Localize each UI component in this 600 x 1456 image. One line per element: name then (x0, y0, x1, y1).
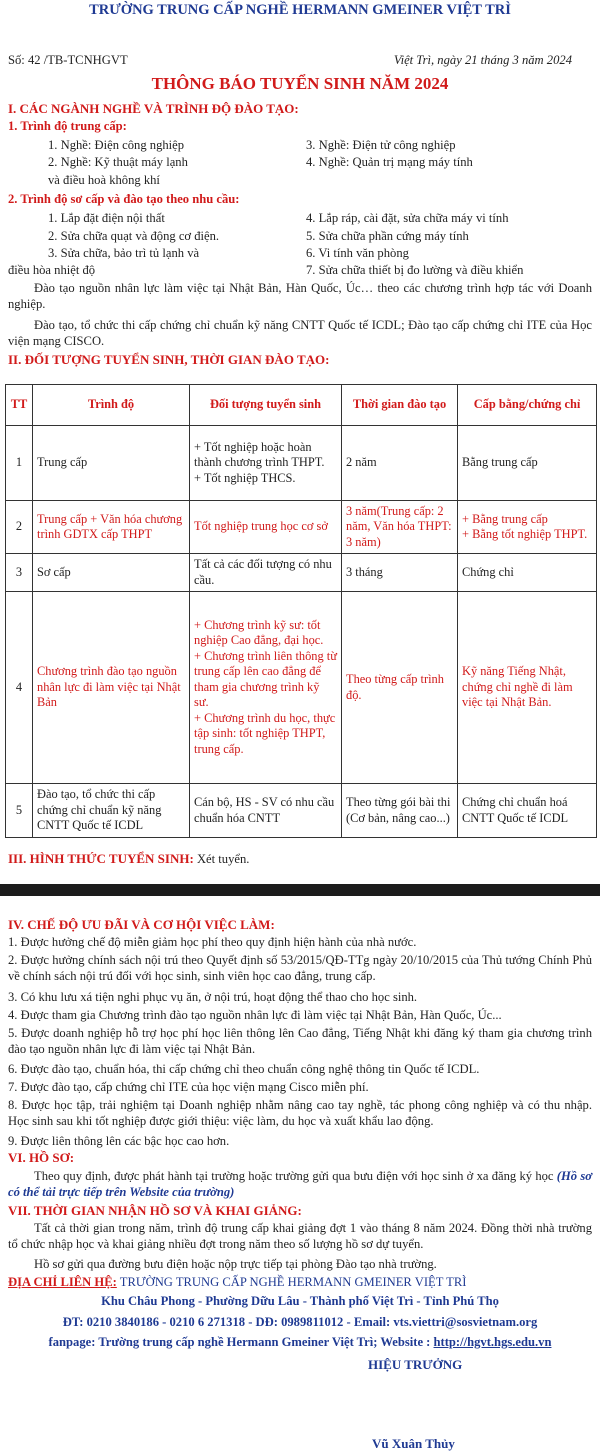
section-7-heading: VII. THỜI GIAN NHẬN HỒ SƠ VÀ KHAI GIẢNG: (8, 1203, 302, 1218)
table-cell: Kỹ năng Tiếng Nhật, chứng chỉ nghề đi làm việc tại Nhật Bản. (458, 592, 597, 784)
table-cell: Sơ cấp (33, 554, 190, 592)
benefit-item: 9. Được liên thông lên các bậc học cao hơn. (8, 1134, 230, 1148)
table-cell: Chương trình đào tạo nguồn nhân lực đi làm việc tại Nhật Bản (33, 592, 190, 784)
table-cell: Cán bộ, HS - SV có nhu cầu chuẩn hóa CNTT (190, 784, 342, 838)
benefit-item: 8. Được học tập, trải nghiệm tại Doanh nghiệp nhằm nâng cao tay nghề, tác phong công nghiệp và có thu nhập. Học sinh sau khi tốt nghiệp được giới thiệu: việc làm, du học và xuất khẩu lao động. (8, 1098, 592, 1128)
section-1-sub1-heading: 1. Trình độ trung cấp: (8, 119, 127, 133)
section-1-sub2-heading: 2. Trình độ sơ cấp và đào tạo theo nhu cầu: (8, 192, 240, 206)
section-3-heading: III. HÌNH THỨC TUYỂN SINH: (8, 851, 194, 866)
course-item: 5. Sửa chữa phần cứng máy tính (306, 229, 469, 243)
paragraph: Tất cả thời gian trong năm, trình độ trung cấp khai giảng đợt 1 vào tháng 8 năm 2024. Đồng thời nhà trường tổ chức nhập học và khai giảng nhiều đợt trong năm theo số lượng hồ sơ dự tuyển. (8, 1221, 592, 1251)
table-cell: Tốt nghiệp trung học cơ sở (190, 501, 342, 554)
table-cell: Theo từng gói bài thi (Cơ bản, nâng cao...) (342, 784, 458, 838)
dossier-note: (Hồ sơ có thể tải trực tiếp trên Website của trường) (8, 1169, 592, 1199)
contact-address: Khu Châu Phong - Phường Dữu Lâu - Thành phố Việt Trì - Tỉnh Phú Thọ (101, 1294, 499, 1308)
benefit-item: 3. Có khu lưu xá tiện nghi phục vụ ăn, ở nội trú, hoạt động thể thao cho học sinh. (8, 990, 418, 1004)
table-row (6, 784, 597, 838)
section-4-heading: IV. CHẾ ĐỘ ƯU ĐÃI VÀ CƠ HỘI VIỆC LÀM: (8, 917, 275, 932)
benefit-item: 2. Được hưởng chính sách nội trú theo Quyết định số 53/2015/QĐ-TTg ngày 20/10/2015 của Thủ tướng Chính Phủ về chính sách nội trú đối với học sinh, sinh viên học cao đẳng, trung cấp. (8, 953, 592, 983)
section-3 (8, 851, 249, 867)
table-cell: 2 (6, 501, 33, 554)
table-cell: 3 (6, 554, 33, 592)
column-header: TT (6, 385, 33, 426)
table-cell: + Tốt nghiệp hoặc hoàn thành chương trình THPT. + Tốt nghiệp THCS. (190, 426, 342, 501)
table-cell: 3 tháng (342, 554, 458, 592)
table-cell: Theo từng cấp trình độ. (342, 592, 458, 784)
table-cell: Chứng chỉ (458, 554, 597, 592)
column-header: Thời gian đào tạo (342, 385, 458, 426)
contact-school: TRƯỜNG TRUNG CẤP NGHỀ HERMANN GMEINER VIỆT TRÌ (116, 1275, 467, 1289)
table-header-row (6, 385, 597, 426)
course-item: 4. Lắp ráp, cài đặt, sửa chữa máy vi tính (306, 211, 509, 225)
contact-fanpage (0, 1334, 600, 1350)
course-item: 1. Nghề: Điện công nghiệp (48, 138, 185, 152)
paragraph: Đào tạo nguồn nhân lực làm việc tại Nhật Bản, Hàn Quốc, Úc… theo các chương trình hợp tác với Doanh nghiệp. (8, 281, 592, 311)
paragraph: Hồ sơ gửi qua đường bưu điện hoặc nộp trực tiếp tại phòng Đào tạo nhà trường. (34, 1257, 437, 1271)
table-cell: Trung cấp (33, 426, 190, 501)
section-6-heading: VI. HỒ SƠ: (8, 1150, 75, 1165)
course-item: và điều hoà không khí (48, 173, 160, 187)
column-header: Cấp bằng/chứng chỉ (458, 385, 597, 426)
document-date: Việt Trì, ngày 21 tháng 3 năm 2024 (393, 53, 572, 67)
fanpage-text: fanpage: Trường trung cấp nghề Hermann Gmeiner Việt Trì; Website : (48, 1335, 434, 1349)
website-link[interactable]: http://hgvt.hgs.edu.vn (433, 1335, 552, 1349)
course-item: điều hòa nhiệt độ (8, 263, 96, 277)
table-cell: Trung cấp + Văn hóa chương trình GDTX cấp THPT (33, 501, 190, 554)
course-item: 1. Lắp đặt điện nội thất (48, 211, 165, 225)
admission-method: Xét tuyển. (196, 852, 250, 866)
table-cell: 4 (6, 592, 33, 784)
table-cell: 2 năm (342, 426, 458, 501)
benefit-item: 1. Được hưởng chế độ miễn giảm học phí theo quy định hiện hành của nhà nước. (8, 935, 417, 949)
column-header: Trình độ (33, 385, 190, 426)
course-item: 3. Nghề: Điện tử công nghiệp (306, 138, 456, 152)
course-item: 7. Sửa chữa thiết bị đo lường và điều khiển (306, 263, 524, 277)
contact-phones: ĐT: 0210 3840186 - 0210 6 271318 - DĐ: 0989811012 - Email: vts.viettri@sosvietnam.org (62, 1315, 538, 1329)
document-number: Số: 42 /TB-TCNHGVT (8, 53, 128, 67)
signature-name: Vũ Xuân Thủy (372, 1436, 455, 1451)
table-cell: 1 (6, 426, 33, 501)
course-item: 3. Sửa chữa, bảo trì tủ lạnh và (48, 246, 200, 260)
dossier-paragraph (8, 1168, 592, 1200)
table-row (6, 592, 597, 784)
school-name: TRƯỜNG TRUNG CẤP NGHỀ HERMANN GMEINER VIỆT TRÌ (89, 2, 511, 18)
dossier-text: Theo quy định, được phát hành tại trường hoặc trường gửi qua bưu điện với học sinh ở xa đăng ký học (34, 1169, 557, 1183)
page-divider (0, 884, 600, 896)
course-item: 6. Vi tính văn phòng (306, 246, 409, 260)
table-cell: + Bằng trung cấp + Bằng tốt nghiệp THPT. (458, 501, 597, 554)
enrollment-table (5, 384, 597, 838)
contact-line (8, 1274, 466, 1290)
table-cell: 3 năm(Trung cấp: 2 năm, Văn hóa THPT: 3 năm) (342, 501, 458, 554)
column-header: Đối tượng tuyển sinh (190, 385, 342, 426)
contact-label: ĐỊA CHỈ LIÊN HỆ: (8, 1275, 117, 1289)
benefit-item: 5. Được doanh nghiệp hỗ trợ học phí học liên thông lên Cao đẳng, Tiếng Nhật khi đăng ký tham gia chương trình đào tạo nguồn nhân lực đi làm việc tại Nhật Bản. (8, 1026, 592, 1056)
benefit-item: 7. Được đào tạo, cấp chứng chỉ ITE của học viện mạng Cisco miễn phí. (8, 1080, 369, 1094)
paragraph: Đào tạo, tổ chức thi cấp chứng chỉ chuẩn kỹ năng CNTT Quốc tế ICDL; Đào tạo cấp chứng chỉ ITE của Học viện mạng CISCO. (8, 318, 592, 348)
page-title: THÔNG BÁO TUYỂN SINH NĂM 2024 (151, 74, 449, 93)
table-cell: Chứng chỉ chuẩn hoá CNTT Quốc tế ICDL (458, 784, 597, 838)
table-cell: Đào tạo, tổ chức thi cấp chứng chỉ chuẩn kỹ năng CNTT Quốc tế ICDL (33, 784, 190, 838)
table-row (6, 501, 597, 554)
course-item: 2. Nghề: Kỹ thuật máy lạnh (48, 155, 188, 169)
table-cell: 5 (6, 784, 33, 838)
table-cell: Bằng trung cấp (458, 426, 597, 501)
course-item: 4. Nghề: Quản trị mạng máy tính (306, 155, 473, 169)
section-2-heading: II. ĐỐI TƯỢNG TUYỂN SINH, THỜI GIAN ĐÀO TẠO: (8, 352, 330, 367)
table-cell: + Chương trình kỹ sư: tốt nghiệp Cao đẳng, đại học. + Chương trình liên thông từ trung cấp lên cao đẳng để tham gia chương trình kỹ sư. + Chương trình du học, thực tập sinh: tốt nghiệp THPT, trung cấp. (190, 592, 342, 784)
table-row (6, 554, 597, 592)
table-row (6, 426, 597, 501)
benefit-item: 6. Được đào tạo, chuẩn hóa, thi cấp chứng chỉ theo chuẩn công nghệ thông tin Quốc tế ICDL. (8, 1062, 480, 1076)
course-item: 2. Sửa chữa quạt và động cơ điện. (48, 229, 220, 243)
signature-title: HIỆU TRƯỞNG (368, 1357, 463, 1372)
benefit-item: 4. Được tham gia Chương trình đào tạo nguồn nhân lực đi làm việc tại Nhật Bản, Hàn Quốc, Úc... (8, 1008, 502, 1022)
section-1-heading: I. CÁC NGÀNH NGHỀ VÀ TRÌNH ĐỘ ĐÀO TẠO: (8, 101, 299, 116)
table-cell: Tất cả các đối tượng có nhu cầu. (190, 554, 342, 592)
